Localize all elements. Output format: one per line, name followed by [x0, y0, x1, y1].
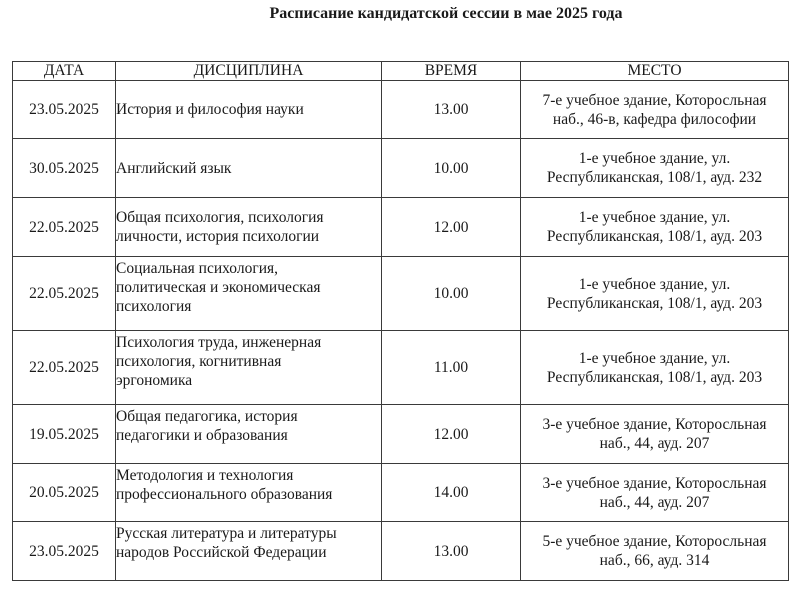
- place-line: 3-е учебное здание, Которосльная: [542, 416, 767, 433]
- header-date: ДАТА: [13, 62, 116, 81]
- cell-date: 19.05.2025: [13, 405, 116, 464]
- place-line: наб., 66, ауд. 314: [599, 552, 710, 569]
- place-line: 1-е учебное здание, ул.: [578, 349, 731, 367]
- discipline-line: личности, история психологии: [116, 228, 320, 245]
- cell-time: 11.00: [382, 331, 521, 405]
- cell-place: [521, 81, 789, 139]
- document-title: Расписание кандидатской сессии в мае 2025 года: [269, 5, 623, 22]
- discipline-line: профессионального образования: [116, 486, 333, 503]
- discipline-line: психология, когнитивная: [116, 353, 282, 370]
- table-row: [13, 139, 789, 198]
- cell-time: 10.00: [382, 257, 521, 331]
- discipline-line: психология: [116, 298, 192, 315]
- cell-discipline: [116, 331, 382, 405]
- table-row: [13, 81, 789, 139]
- place-line: 1-е учебное здание, ул.: [578, 150, 731, 167]
- place-line: 1-е учебное здание, ул.: [578, 275, 731, 293]
- place-line: Республиканская, 108/1, ауд. 203: [546, 368, 763, 386]
- cell-discipline: [116, 257, 382, 331]
- cell-place: [521, 405, 789, 464]
- cell-discipline: [116, 464, 382, 522]
- place-line: 1-е учебное здание, ул.: [578, 209, 731, 226]
- cell-place: [521, 257, 789, 331]
- cell-place: [521, 522, 789, 581]
- header-time: ВРЕМЯ: [382, 62, 521, 81]
- cell-time: 13.00: [382, 522, 521, 581]
- discipline-line: политическая и экономическая: [116, 279, 321, 296]
- cell-place: [521, 198, 789, 257]
- cell-date: 20.05.2025: [13, 464, 116, 522]
- cell-date: 22.05.2025: [13, 257, 116, 331]
- cell-discipline: [116, 198, 382, 257]
- cell-time: 13.00: [382, 81, 521, 139]
- place-line: наб., 44, ауд. 207: [599, 435, 710, 452]
- place-line: 3-е учебное здание, Которосльная: [542, 474, 767, 492]
- discipline-line: Общая психология, психология: [116, 209, 324, 226]
- discipline-line: эргономика: [116, 372, 193, 389]
- place-line: 5-е учебное здание, Которосльная: [542, 533, 767, 550]
- discipline-line: Русская литература и литературы: [116, 525, 337, 542]
- cell-discipline: Английский язык: [116, 139, 382, 198]
- place-line: наб., 44, ауд. 207: [599, 493, 710, 511]
- discipline-line: народов Российской Федерации: [116, 544, 327, 561]
- table-row: [13, 198, 789, 257]
- cell-discipline: [116, 522, 382, 581]
- cell-discipline: [116, 405, 382, 464]
- cell-time: 10.00: [382, 139, 521, 198]
- place-line: Республиканская, 108/1, ауд. 203: [546, 228, 763, 245]
- cell-time: 12.00: [382, 405, 521, 464]
- cell-time: 12.00: [382, 198, 521, 257]
- table-row: [13, 464, 789, 522]
- cell-place: [521, 464, 789, 522]
- table-row: [13, 522, 789, 581]
- schedule-table: [12, 61, 789, 581]
- cell-time: 14.00: [382, 464, 521, 522]
- discipline-line: Психология труда, инженерная: [116, 334, 322, 351]
- discipline-line: Общая педагогика, история: [116, 408, 298, 425]
- place-line: Республиканская, 108/1, ауд. 203: [546, 294, 763, 312]
- table-header-row: [13, 62, 789, 81]
- discipline-line: Методология и технология: [116, 467, 294, 484]
- place-line: наб., 46-в, кафедра философии: [552, 110, 757, 128]
- discipline-line: Социальная психология,: [116, 260, 278, 277]
- cell-date: 22.05.2025: [13, 198, 116, 257]
- cell-date: 23.05.2025: [13, 522, 116, 581]
- header-place: МЕСТО: [521, 62, 789, 81]
- header-discipline: ДИСЦИПЛИНА: [116, 62, 382, 81]
- cell-place: [521, 331, 789, 405]
- place-line: Республиканская, 108/1, ауд. 232: [546, 169, 763, 186]
- cell-place: [521, 139, 789, 198]
- table-row: [13, 257, 789, 331]
- cell-date: 30.05.2025: [13, 139, 116, 198]
- place-line: 7-е учебное здание, Которосльная: [542, 91, 767, 109]
- table-row: [13, 331, 789, 405]
- cell-discipline: История и философия науки: [116, 81, 382, 139]
- cell-date: 22.05.2025: [13, 331, 116, 405]
- cell-date: 23.05.2025: [13, 81, 116, 139]
- table-row: [13, 405, 789, 464]
- discipline-line: педагогики и образования: [116, 427, 288, 444]
